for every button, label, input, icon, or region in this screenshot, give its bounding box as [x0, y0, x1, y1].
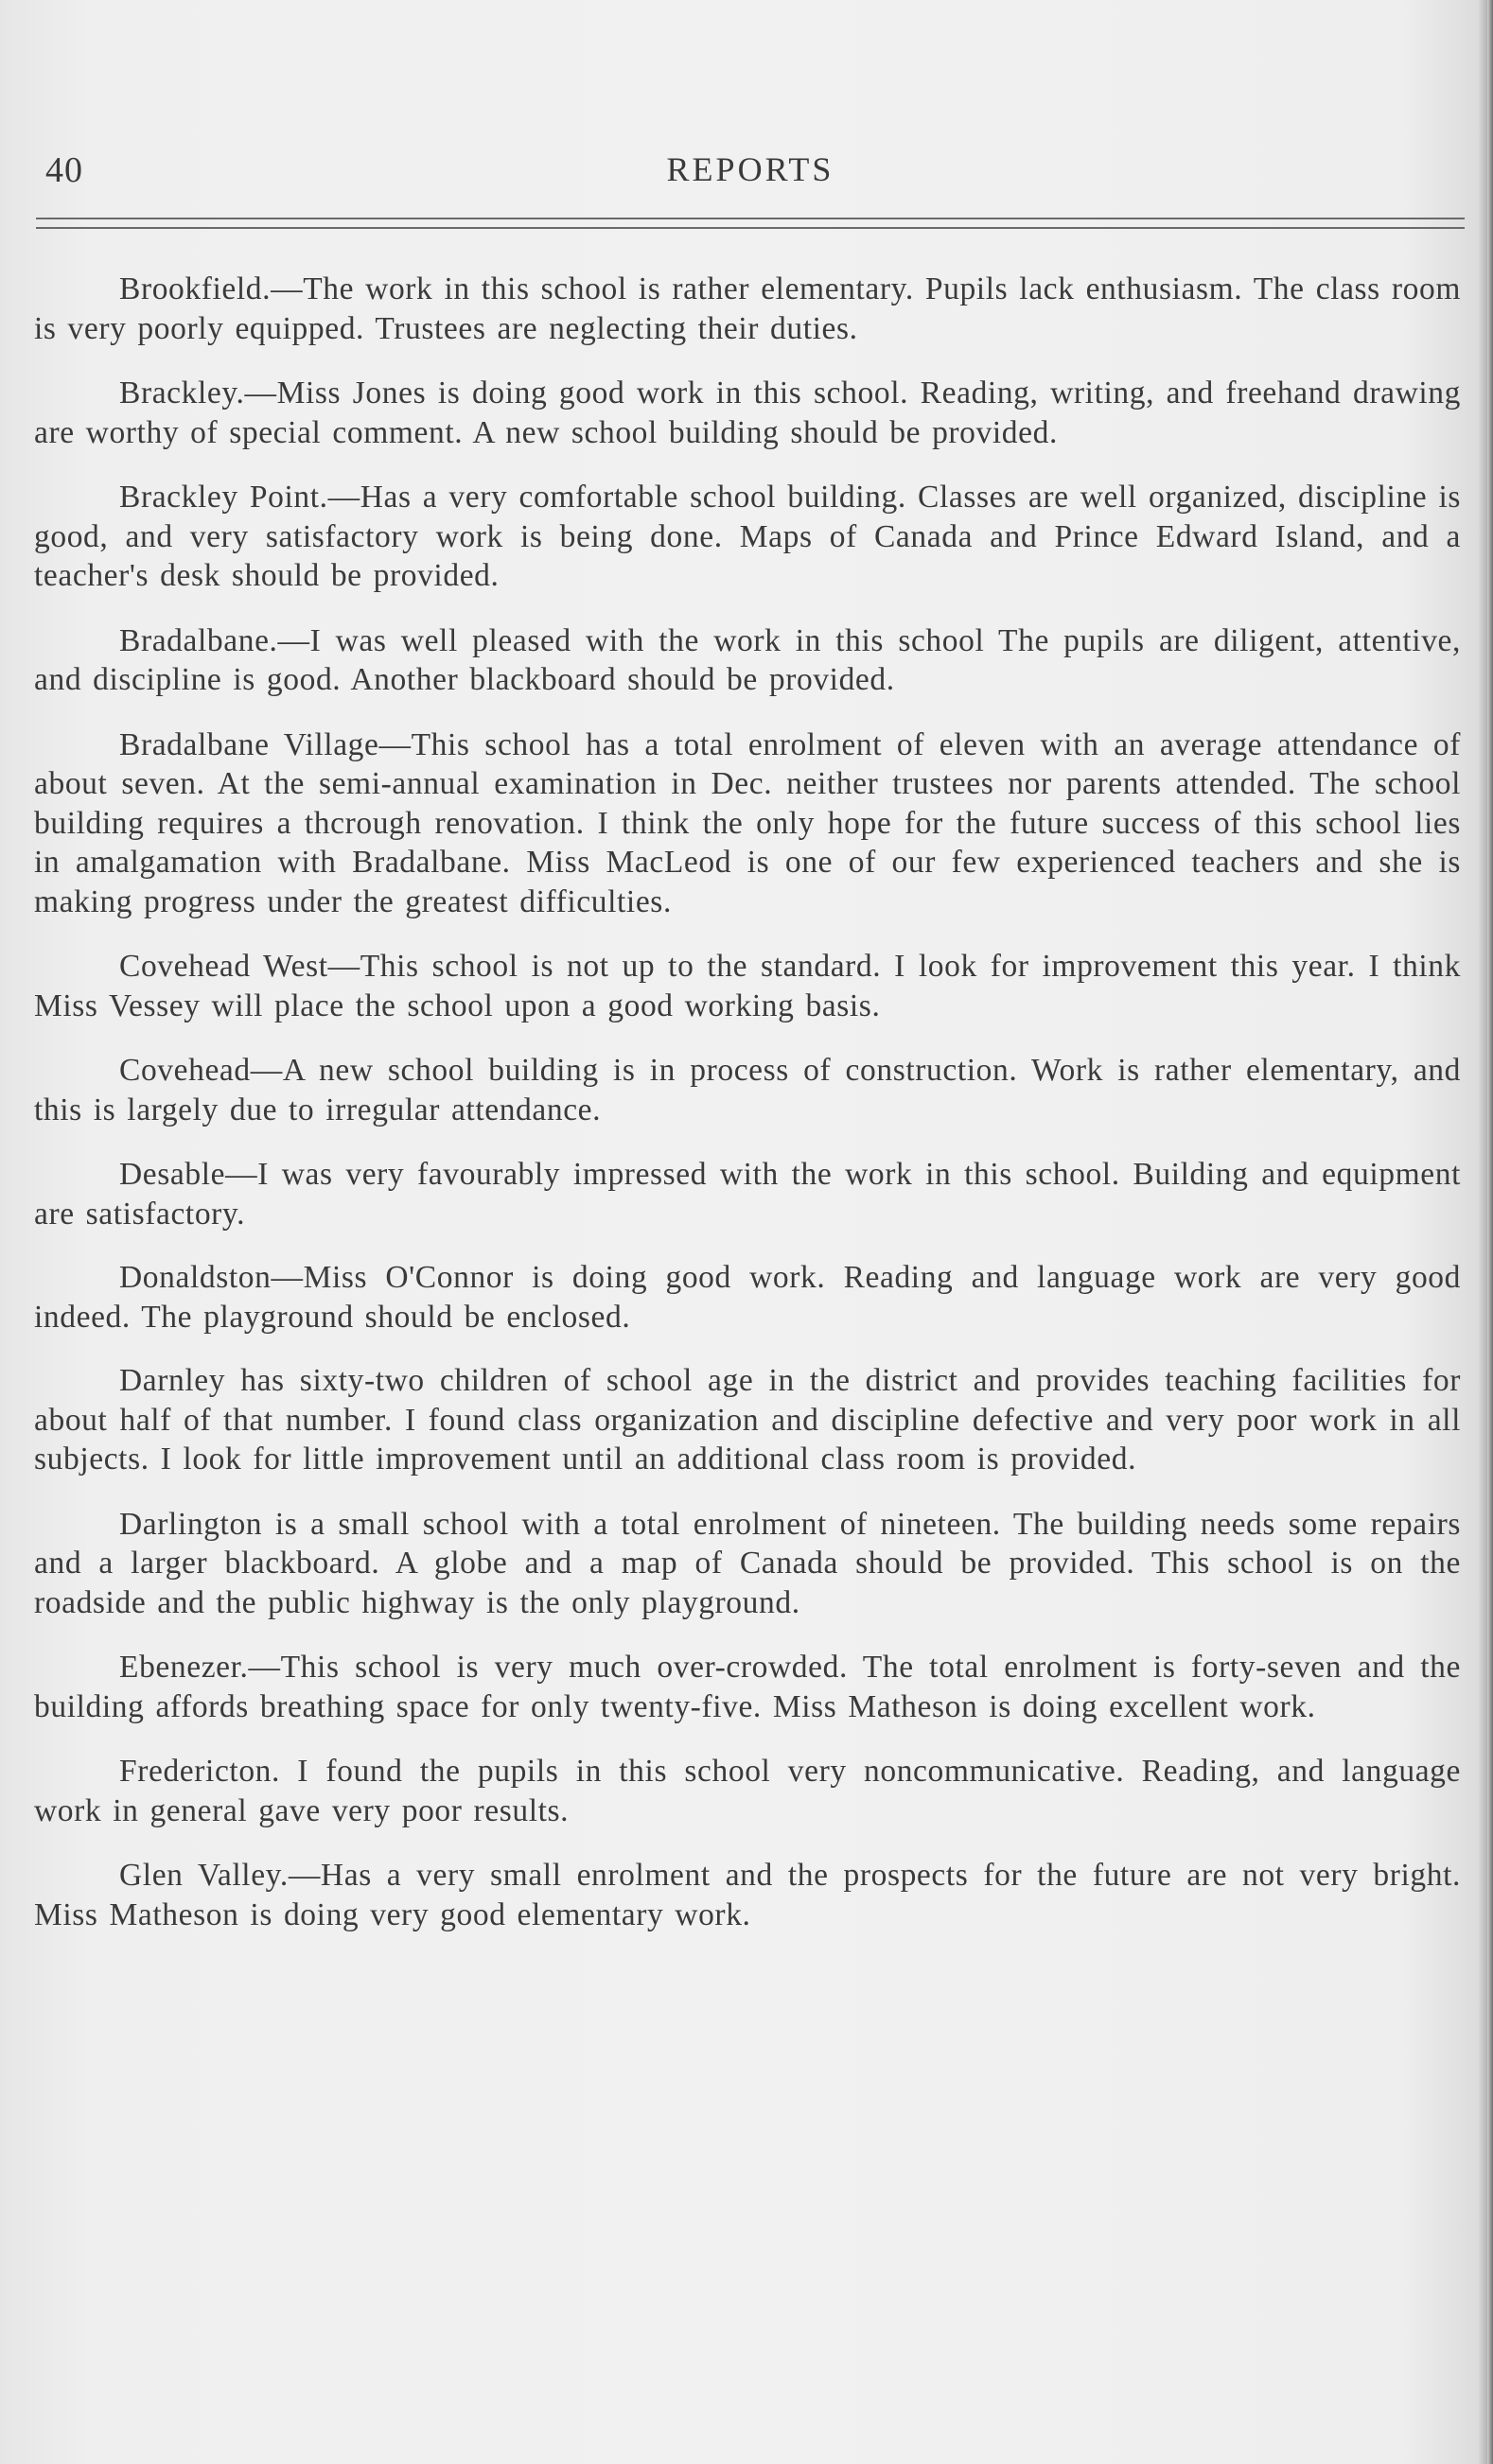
- entry-bradalbane-village: Bradalbane Village—This school has a total enrolment of eleven with an average attendance of about seven. At the semi-annual examination in Dec. neither trustees nor parents attended. The school building requires a thcrough renovation. I think the only hope for the future success of this school lies in amalgamation with Bradalbane. Miss MacLeod is one of our few experienced teachers and she is making progress under the greatest difficulties.: [34, 726, 1461, 919]
- entry-covehead: Covehead—A new school building is in process of construction. Work is rather elementary, and this is largely due to irregular attendance.: [34, 1053, 1461, 1127]
- header-rule-top: [36, 218, 1465, 219]
- entry-covehead-west: Covehead West—This school is not up to the standard. I look for improvement this year. I think Miss Vessey will place the school upon a good working basis.: [34, 949, 1461, 1023]
- entry-brackley-point: Brackley Point.—Has a very comfortable school building. Classes are well organized, discipline is good, and very satisfactory work is being done. Maps of Canada and Prince Edward Island, and a teacher's desk should be provided.: [34, 480, 1461, 593]
- header-rule-bottom: [36, 227, 1465, 229]
- entry-glen-valley: Glen Valley.—Has a very small enrolment and the prospects for the future are not very bright. Miss Matheson is doing very good elementary work.: [34, 1858, 1461, 1932]
- entry-darlington: Darlington is a small school with a total enrolment of nineteen. The building needs some repairs and a larger blackboard. A globe and a map of Canada should be provided. This school is on the roadside and the public highway is the only playground.: [34, 1506, 1461, 1620]
- entry-brackley: Brackley.—Miss Jones is doing good work in this school. Reading, writing, and freehand drawing are worthy of special comment. A new school building should be provided.: [34, 376, 1461, 450]
- page-number: 40: [45, 150, 83, 190]
- entry-ebenezer: Ebenezer.—This school is very much over-crowded. The total enrolment is forty-seven and the building affords breathing space for only twenty-five. Miss Matheson is doing excellent work.: [34, 1650, 1461, 1724]
- entry-bradalbane: Bradalbane.—I was well pleased with the work in this school The pupils are diligent, attentive, and discipline is good. Another blackboard should be provided.: [34, 622, 1461, 697]
- page-edge-shadow: [1487, 0, 1493, 2464]
- entry-brookfield: Brookfield.—The work in this school is rather elementary. Pupils lack enthusiasm. The class room is very poorly equipped. Trustees are neglecting their duties.: [34, 271, 1461, 346]
- entry-donaldston: Donaldston—Miss O'Connor is doing good work. Reading and language work are very good indeed. The playground should be enclosed.: [34, 1260, 1461, 1335]
- entry-darnley: Darnley has sixty-two children of school age in the district and provides teaching facilities for about half of that number. I found class organization and discipline defective and very poor work in all subjects. I look for little improvement until an additional class room is provided.: [34, 1363, 1461, 1477]
- entry-desable: Desable—I was very favourably impressed with the work in this school. Building and equipment are satisfactory.: [34, 1157, 1461, 1232]
- page-header: [36, 142, 1465, 199]
- running-head: REPORTS: [666, 150, 834, 188]
- entry-fredericton: Fredericton. I found the pupils in this school very noncommunicative. Reading, and language work in general gave very poor results.: [34, 1754, 1461, 1828]
- report-body: [34, 270, 1461, 1960]
